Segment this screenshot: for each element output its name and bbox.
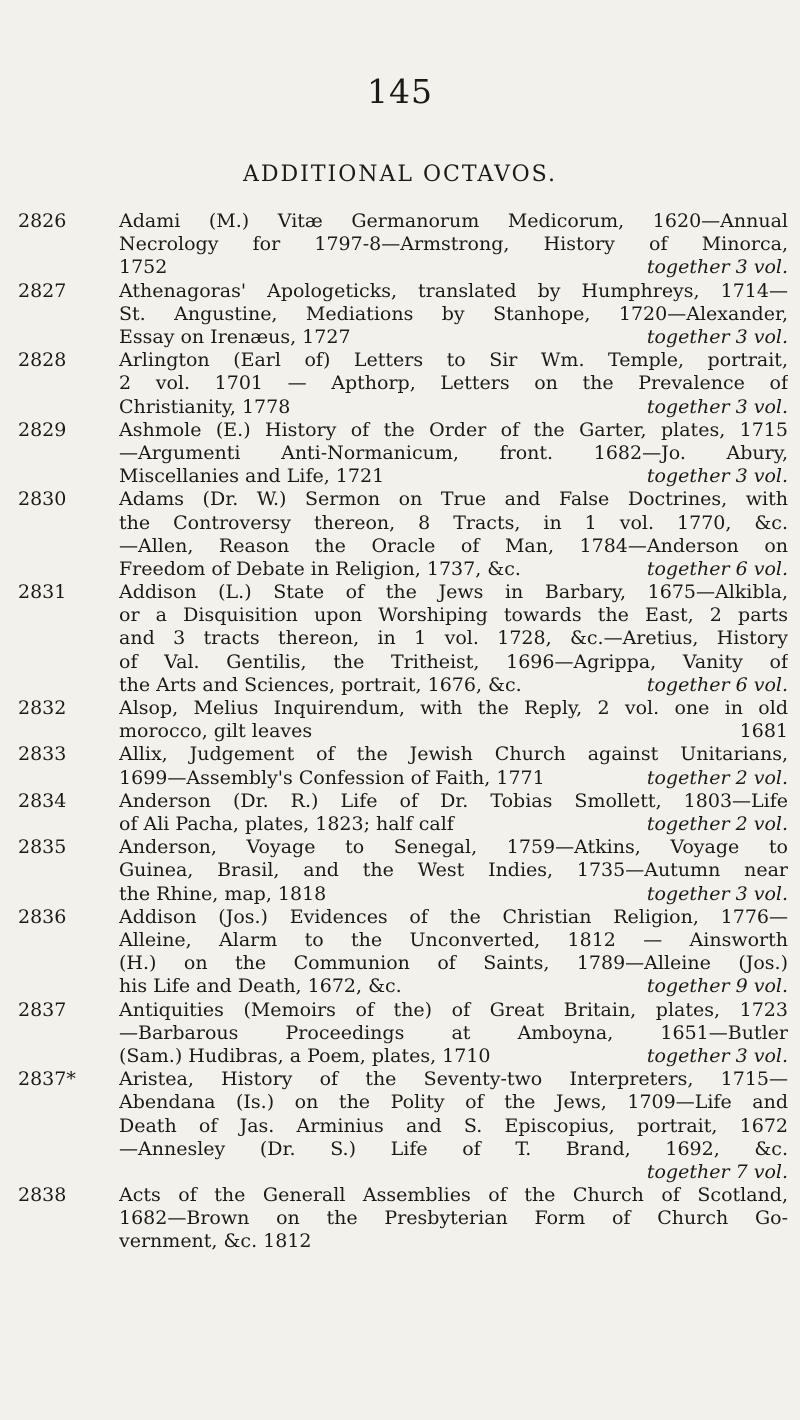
entry-number: 2833 <box>18 743 67 766</box>
entry-line: Arlington (Earl of) Letters to Sir Wm. Temple, portrait, <box>119 349 788 372</box>
entry-line: Necrology for 1797-8—Armstrong, History of Minorca, <box>119 233 788 256</box>
catalogue-entry <box>18 790 788 836</box>
entry-line: Allix, Judgement of the Jewish Church against Unitarians, <box>119 743 788 766</box>
entry-line: —Barbarous Proceedings at Amboyna, 1651—Butler <box>119 1021 788 1044</box>
entry-text: the Rhine, map, 1818 <box>119 882 327 905</box>
entry-line: Guinea, Brasil, and the West Indies, 1735—Autumn near <box>119 859 788 882</box>
catalogue-entry <box>18 836 788 906</box>
entry-line: Antiquities (Memoirs of the) of Great Britain, plates, 1723 <box>119 998 788 1021</box>
entry-line: of Val. Gentilis, the Tritheist, 1696—Agrippa, Vanity of <box>119 650 788 673</box>
entry-line: Anderson (Dr. R.) Life of Dr. Tobias Smollett, 1803—Life <box>119 789 788 812</box>
entry-line: or a Disquisition upon Worshiping towards the East, 2 parts <box>119 604 788 627</box>
catalogue-entry <box>18 999 788 1069</box>
entry-line <box>119 1161 788 1184</box>
entry-line: Ashmole (E.) History of the Order of the Garter, plates, 1715 <box>119 418 788 441</box>
entry-line: —Allen, Reason the Oracle of Man, 1784—Anderson on <box>119 534 788 557</box>
entry-number: 2827 <box>18 279 67 302</box>
entry-line: 1682—Brown on the Presbyterian Form of Church Go- <box>119 1207 788 1230</box>
entry-volumes: together 3 vol. <box>646 1044 788 1067</box>
entry-line: Alleine, Alarm to the Unconverted, 1812 — Ainsworth <box>119 928 788 951</box>
entry-line: Adams (Dr. W.) Sermon on True and False Doctrines, with <box>119 488 788 511</box>
entry-line <box>119 326 788 349</box>
entry-text: his Life and Death, 1672, &c. <box>119 975 402 998</box>
entry-text: the Arts and Sciences, portrait, 1676, &c. <box>119 673 522 696</box>
entry-line <box>119 720 788 743</box>
entry-text: of Ali Pacha, plates, 1823; half calf <box>119 813 454 835</box>
entry-line <box>119 813 788 836</box>
entry-number: 2837 <box>18 998 67 1021</box>
entry-line <box>119 1045 788 1068</box>
entry-number: 2829 <box>18 418 67 441</box>
entry-line: and 3 tracts thereon, in 1 vol. 1728, &c.—Aretius, History <box>119 627 788 650</box>
entry-line <box>119 558 788 581</box>
entry-volumes: together 3 vol. <box>646 395 788 418</box>
entry-volumes: together 6 vol. <box>646 557 788 580</box>
entry-volumes: together 3 vol. <box>646 465 788 488</box>
catalogue-entry <box>18 743 788 789</box>
entry-line: —Argumenti Anti-Normanicum, front. 1682—Jo. Abury, <box>119 441 788 464</box>
entry-number: 2836 <box>18 905 67 928</box>
entry-number: 2838 <box>18 1184 67 1207</box>
section-heading: ADDITIONAL OCTAVOS. <box>243 162 557 187</box>
entry-number: 2830 <box>18 488 67 511</box>
entry-volumes: together 3 vol. <box>646 325 788 348</box>
entry-text: 1699—Assembly's Confession of Faith, 1771 <box>119 766 545 789</box>
entry-volumes: together 2 vol. <box>646 766 788 789</box>
entry-number: 2835 <box>18 836 67 859</box>
entry-text: Miscellanies and Life, 1721 <box>119 465 385 488</box>
entry-line <box>119 256 788 279</box>
entry-number: 2826 <box>18 210 67 232</box>
entry-line <box>119 674 788 697</box>
entry-text: 1752 <box>119 256 168 279</box>
catalogue-entry <box>18 349 788 419</box>
entry-volumes: together 9 vol. <box>646 975 788 998</box>
entry-line: Addison (Jos.) Evidences of the Christian Religion, 1776— <box>119 905 788 928</box>
entry-line: Alsop, Melius Inquirendum, with the Reply, 2 vol. one in old <box>119 697 788 720</box>
entry-list <box>18 210 788 1254</box>
entry-line: (H.) on the Communion of Saints, 1789—Alleine (Jos.) <box>119 952 788 975</box>
entry-line <box>119 767 788 790</box>
entry-text: morocco, gilt leaves <box>119 720 313 743</box>
entry-line: St. Angustine, Mediations by Stanhope, 1720—Alexander, <box>119 302 788 325</box>
entry-text: (Sam.) Hudibras, a Poem, plates, 1710 <box>119 1044 491 1067</box>
catalogue-entry <box>18 488 788 581</box>
entry-line <box>119 465 788 488</box>
entry-line <box>119 883 788 906</box>
catalogue-entry <box>18 581 788 697</box>
entry-text: Christianity, 1778 <box>119 395 291 418</box>
entry-number: 2834 <box>18 789 67 812</box>
entry-volumes: together 6 vol. <box>646 673 788 696</box>
entry-line: Aristea, History of the Seventy-two Interpreters, 1715— <box>119 1068 788 1091</box>
entry-line: Athenagoras' Apologeticks, translated by Humphreys, 1714— <box>119 279 788 302</box>
entry-line: vernment, &c. 1812 <box>119 1230 312 1253</box>
entry-number: 2832 <box>18 697 67 720</box>
entry-line: Adami (M.) Vitæ Germanorum Medicorum, 1620—Annual <box>119 210 788 232</box>
entry-volumes: together 3 vol. <box>646 882 788 905</box>
catalogue-entry <box>18 1184 788 1254</box>
entry-line: Abendana (Is.) on the Polity of the Jews, 1709—Life and <box>119 1091 788 1114</box>
entry-number: 2828 <box>18 349 67 372</box>
entry-line <box>119 396 788 419</box>
entry-line: —Annesley (Dr. S.) Life of T. Brand, 1692, &c. <box>119 1137 788 1160</box>
entry-line: Death of Jas. Arminius and S. Episcopius, portrait, 1672 <box>119 1114 788 1137</box>
entry-text: Freedom of Debate in Religion, 1737, &c. <box>119 557 521 580</box>
entry-line: 2 vol. 1701 — Apthorp, Letters on the Prevalence of <box>119 372 788 395</box>
entry-volumes: together 2 vol. <box>646 813 788 835</box>
entry-line <box>119 975 788 998</box>
catalogue-entry <box>18 906 788 999</box>
entry-text: Essay on Irenæus, 1727 <box>119 325 351 348</box>
catalogue-entry <box>18 210 788 280</box>
page-number: 145 <box>367 72 433 111</box>
catalogue-entry <box>18 1068 788 1184</box>
catalogue-entry <box>18 419 788 489</box>
entry-volumes: together 7 vol. <box>646 1160 788 1183</box>
entry-line: the Controversy thereon, 8 Tracts, in 1 vol. 1770, &c. <box>119 511 788 534</box>
entry-line: Addison (L.) State of the Jews in Barbary, 1675—Alkibla, <box>119 581 788 604</box>
entry-number: 2831 <box>18 581 67 604</box>
entry-volumes: together 3 vol. <box>646 256 788 279</box>
entry-number: 2837* <box>18 1068 76 1091</box>
catalogue-entry <box>18 697 788 743</box>
entry-line: Anderson, Voyage to Senegal, 1759—Atkins, Voyage to <box>119 836 788 859</box>
entry-line: Acts of the Generall Assemblies of the Church of Scotland, <box>119 1184 788 1207</box>
catalogue-entry <box>18 280 788 350</box>
entry-volumes: 1681 <box>739 720 788 743</box>
